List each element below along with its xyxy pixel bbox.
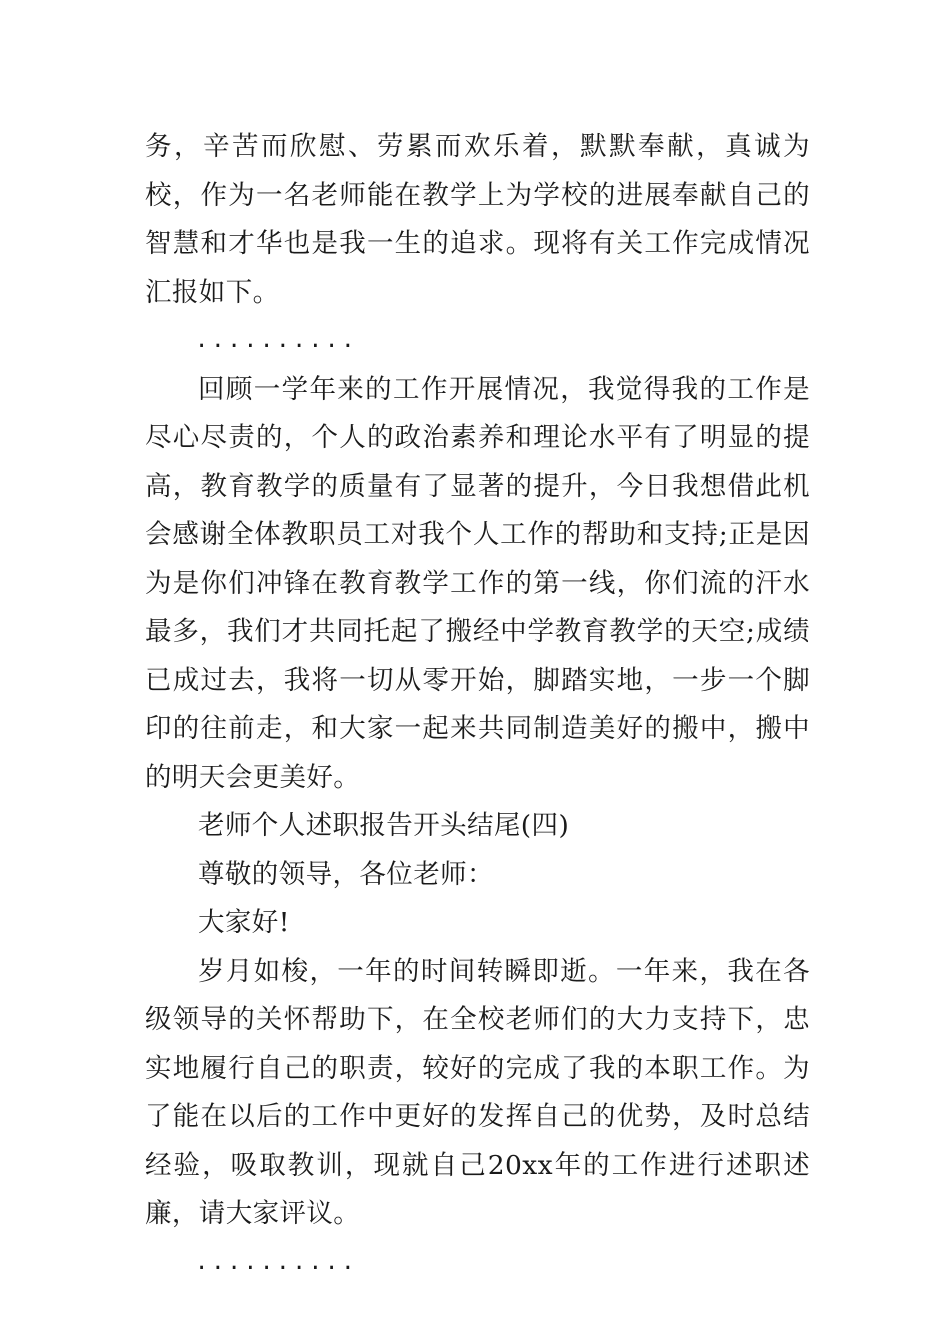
greeting: 大家好! (198, 907, 290, 938)
paragraph-intro: 岁月如梭，一年的时间转瞬即逝。一年来，我在各级领导的关怀帮助下，在全校老师们的大力支持下，忠实地履行自己的职责，较好的完成了我的本职工作。为了能在以后的工作中更好的发挥自己的优势，及时总结经验，吸取教训，现就自己20xx年的工作进行述职述廉，请大家评议。 (145, 955, 810, 1229)
section-heading: 老师个人述职报告开头结尾(四) (198, 810, 570, 841)
paragraph-continuation: 务，辛苦而欣慰、劳累而欢乐着，默默奉献，真诚为校，作为一名老师能在教学上为学校的进展奉献自己的智慧和才华也是我一生的追求。现将有关工作完成情况汇报如下。 (145, 131, 810, 308)
paragraph-review: 回顾一学年来的工作开展情况，我觉得我的工作是尽心尽责的，个人的政治素养和理论水平有了明显的提高，教育教学的质量有了显著的提升，今日我想借此机会感谢全体教职员工对我个人工作的帮助和支持;正是因为是你们冲锋在教育教学工作的第一线，你们流的汗水最多，我们才共同托起了搬经中学教育教学的天空;成绩已成过去，我将一切从零开始，脚踏实地，一步一个脚印的往前走，和大家一起来共同制造美好的搬中，搬中的明天会更美好。 (145, 373, 810, 793)
document-body (145, 123, 810, 1287)
salutation: 尊敬的领导，各位老师： (198, 858, 494, 890)
ellipsis-separator: .......... (195, 328, 358, 353)
ellipsis-separator-end: .......... (195, 1249, 358, 1275)
